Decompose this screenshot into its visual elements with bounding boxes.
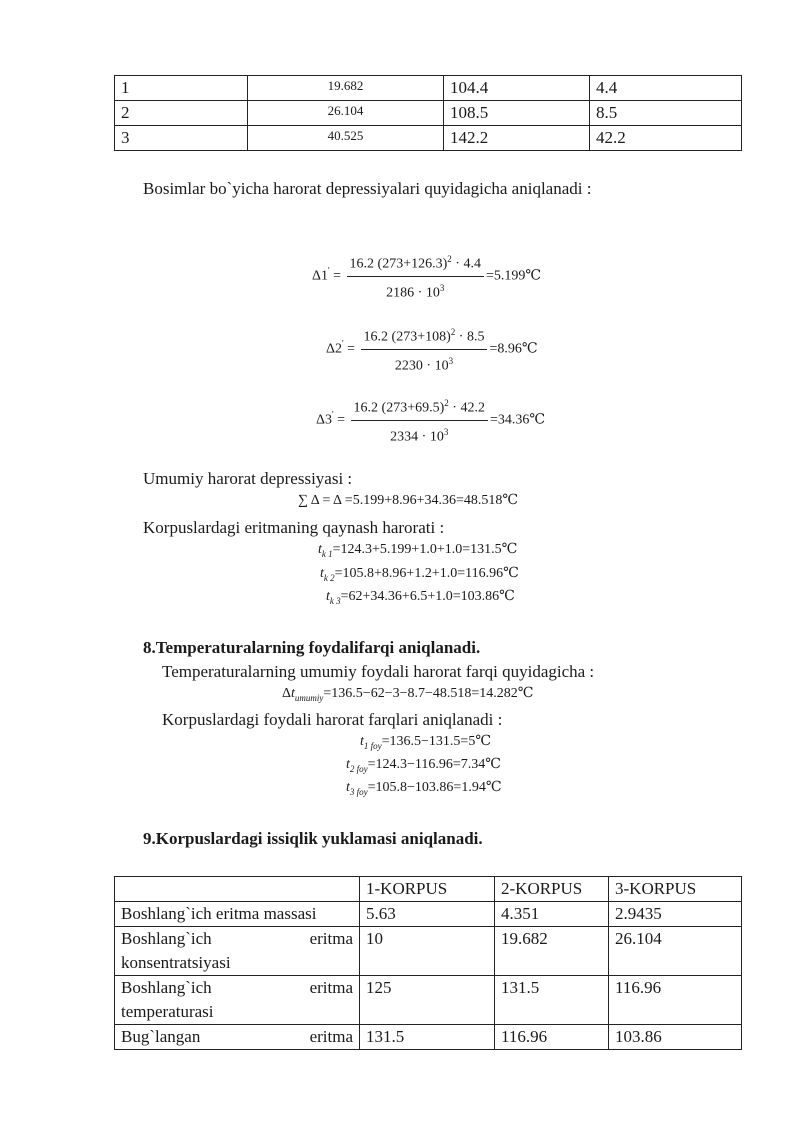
table-row bbox=[115, 902, 742, 927]
label-part: Bug`langan bbox=[121, 1027, 201, 1046]
table-row bbox=[115, 1025, 742, 1050]
label-part: Boshlang`ich bbox=[121, 929, 212, 948]
equation-denominator: 2334 · 10 bbox=[390, 429, 444, 445]
table-cell: 8.5 bbox=[590, 101, 742, 126]
results-table bbox=[114, 75, 742, 151]
table-row bbox=[115, 927, 742, 976]
table-cell: 1 bbox=[115, 76, 248, 101]
equation-numerator: 16.2 (273+69.5) bbox=[353, 400, 445, 416]
table-cell: 3 bbox=[115, 126, 248, 151]
table-cell: 26.104 bbox=[248, 101, 444, 126]
equation-denominator: 2186 · 10 bbox=[386, 285, 440, 301]
paragraph-total-useful-diff: Temperaturalarning umumiy foydali harorat farqi quyidagicha : bbox=[162, 662, 595, 681]
table-row-label bbox=[115, 1025, 360, 1050]
table-cell: 2.9435 bbox=[609, 902, 742, 927]
equation-dt-umumiy: $\Delta t_{umumiy}=136.5-62-3-8.7-48.518=14.282℃$ bbox=[282, 686, 534, 703]
equation-lhs: Δ3 bbox=[316, 412, 333, 428]
equation-numerator-tail: · 8.5 bbox=[458, 329, 485, 345]
table-header-cell: 3-KORPUS bbox=[609, 877, 742, 902]
heat-load-table bbox=[114, 876, 742, 1050]
equation-value: =124.3+5.199+1.0+1.0=131.5℃ bbox=[332, 542, 518, 557]
table-cell: 5.63 bbox=[360, 902, 495, 927]
equation-value: =105.8−103.86=1.94℃ bbox=[367, 780, 502, 795]
label-part: konsentratsiyasi bbox=[121, 953, 231, 972]
table-cell: 104.4 bbox=[444, 76, 590, 101]
table-cell: 125 bbox=[360, 976, 495, 1025]
equation-rhs: =5.199℃ bbox=[485, 268, 542, 284]
section-heading-9: 9.Korpuslardagi issiqlik yuklamasi aniqlanadi. bbox=[143, 829, 483, 848]
table-cell: 10 bbox=[360, 927, 495, 976]
equation-rhs: =34.36℃ bbox=[489, 412, 546, 428]
paragraph-depression-intro: Bosimlar bo`yicha harorat depressiyalari quyidagicha aniqlanadi : bbox=[143, 179, 592, 198]
paragraph-useful-diffs: Korpuslardagi foydali harorat farqlari aniqlanadi : bbox=[162, 710, 503, 729]
equation-lhs: Δ2 bbox=[326, 341, 343, 357]
equation-fraction: $\frac{16.2 (273+108)^2 \cdot 8.5}{2230 \cdot 10^3}$ bbox=[361, 323, 488, 375]
equation-t3foy: $t_{3 foy}=105.8-103.86=1.94℃$ bbox=[346, 780, 502, 797]
table-cell: 131.5 bbox=[495, 976, 609, 1025]
table-header-cell: 1-KORPUS bbox=[360, 877, 495, 902]
equation-lhs: Δ1 bbox=[312, 268, 329, 284]
equation-delta-3: Δ3' = $\frac{16.2 (273+69.5)^2 \cdot 42.2}{2334 \cdot 10^3}$ =34.36℃ bbox=[316, 394, 545, 446]
table-cell: 131.5 bbox=[360, 1025, 495, 1050]
equation-t1foy: $t_{1 foy}=136.5-131.5=5℃$ bbox=[360, 734, 491, 751]
table-row-label: Boshlang`ich eritma massasi bbox=[115, 902, 360, 927]
equation-value: =105.8+8.96+1.2+1.0=116.96℃ bbox=[334, 566, 519, 581]
equation-fraction: $\frac{16.2 (273+69.5)^2 \cdot 42.2}{2334 \cdot 10^3}$ bbox=[351, 394, 488, 446]
table-header-cell: 2-KORPUS bbox=[495, 877, 609, 902]
table-cell: 4.4 bbox=[590, 76, 742, 101]
paragraph-boiling-temp: Korpuslardagi eritmaning qaynash harorati : bbox=[143, 518, 445, 537]
table-cell: 19.682 bbox=[248, 76, 444, 101]
equation-rhs: =8.96℃ bbox=[489, 341, 538, 357]
equation-denominator: 2230 · 10 bbox=[394, 358, 449, 374]
table-header-cell bbox=[115, 877, 360, 902]
equation-delta-1: Δ1' = $\frac{16.2 (273+126.3)^2 \cdot 4.4}{2186 \cdot 10^3}$ =5.199℃ bbox=[312, 250, 541, 302]
equation-fraction: $\frac{16.2 (273+126.3)^2 \cdot 4.4}{2186 \cdot 10^3}$ bbox=[347, 250, 484, 302]
table-cell: 4.351 bbox=[495, 902, 609, 927]
equation-delta-2: Δ2' = $\frac{16.2 (273+108)^2 \cdot 8.5}{2230 \cdot 10^3}$ =8.96℃ bbox=[326, 323, 538, 375]
paragraph-total-depression: Umumiy harorat depressiyasi : bbox=[143, 469, 353, 488]
equation-sum-depression: ∑ Δ = Δ =5.199+8.96+34.36=48.518℃ bbox=[298, 493, 519, 508]
table-row bbox=[115, 976, 742, 1025]
equation-numerator-tail: · 42.2 bbox=[452, 400, 485, 416]
section-heading-8: 8.Temperaturalarning foydalifarqi aniqlanadi. bbox=[143, 638, 481, 657]
equation-tk1: $t_{k 1}=124.3+5.199+1.0+1.0=131.5℃$ bbox=[318, 542, 518, 559]
table-cell: 26.104 bbox=[609, 927, 742, 976]
equation-tk3: $t_{k 3}=62+34.36+6.5+1.0=103.86℃$ bbox=[326, 589, 515, 606]
equation-numerator: 16.2 (273+126.3) bbox=[349, 256, 448, 272]
label-part: eritma bbox=[309, 1027, 353, 1046]
table-cell: 108.5 bbox=[444, 101, 590, 126]
equation-tk2: $t_{k 2}=105.8+8.96+1.2+1.0=116.96℃$ bbox=[320, 566, 519, 583]
label-part: eritma bbox=[309, 978, 353, 997]
equation-t2foy: $t_{2 foy}=124.3-116.96=7.34℃$ bbox=[346, 757, 501, 774]
label-part: temperaturasi bbox=[121, 1002, 214, 1021]
table-cell: 19.682 bbox=[495, 927, 609, 976]
equation-numerator-tail: · 4.4 bbox=[455, 256, 481, 272]
equation-value: =136.5−131.5=5℃ bbox=[381, 734, 491, 749]
equation-value: =136.5−62−3−8.7−48.518=14.282℃ bbox=[323, 686, 534, 701]
table-row-label bbox=[115, 976, 360, 1025]
table-row bbox=[115, 76, 742, 101]
table-row bbox=[115, 101, 742, 126]
equation-value: =62+34.36+6.5+1.0=103.86℃ bbox=[340, 589, 515, 604]
equation-numerator: 16.2 (273+108) bbox=[363, 329, 451, 345]
table-cell: 42.2 bbox=[590, 126, 742, 151]
label-part: Boshlang`ich bbox=[121, 978, 212, 997]
table-cell: 103.86 bbox=[609, 1025, 742, 1050]
table-cell: 142.2 bbox=[444, 126, 590, 151]
equation-value: =124.3−116.96=7.34℃ bbox=[367, 757, 501, 772]
table-header-row bbox=[115, 877, 742, 902]
table-row-label bbox=[115, 927, 360, 976]
table-cell: 116.96 bbox=[609, 976, 742, 1025]
table-cell: 116.96 bbox=[495, 1025, 609, 1050]
table-row bbox=[115, 126, 742, 151]
table-cell: 2 bbox=[115, 101, 248, 126]
table-cell: 40.525 bbox=[248, 126, 444, 151]
label-part: eritma bbox=[309, 929, 353, 948]
